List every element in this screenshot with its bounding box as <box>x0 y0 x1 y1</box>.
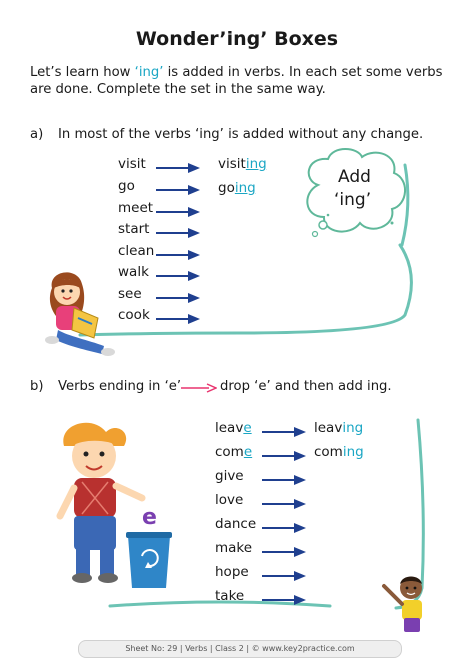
section-a-label: a) <box>30 127 44 142</box>
arrow-icon <box>262 546 306 558</box>
page-title: Wonder’ing’ Boxes <box>135 28 339 50</box>
section-b-label: b) <box>30 379 44 394</box>
verb-b-3: give <box>215 468 244 484</box>
answer-a-1: visiting <box>218 156 267 172</box>
arrow-icon <box>262 522 306 534</box>
footer-bar: Sheet No: 29 | Verbs | Class 2 | © www.key2practice.com <box>78 640 402 658</box>
intro-before: Let’s learn how <box>30 65 135 80</box>
cloud-text-line2: ‘ing’ <box>334 190 372 210</box>
section-a-text: In most of the verbs ‘ing’ is added without any change. <box>58 127 424 142</box>
arrow-icon <box>156 249 200 261</box>
intro-highlight: ‘ing’ <box>134 65 164 80</box>
verb-b-8: take <box>215 588 245 604</box>
boy-recycling-illustration <box>44 416 184 591</box>
boy-waving-illustration <box>376 572 436 634</box>
arrow-icon <box>262 426 306 438</box>
verb-a-3: meet <box>118 200 154 216</box>
arrow-icon <box>262 474 306 486</box>
arrow-icon <box>156 313 200 325</box>
verb-b-6: make <box>215 540 253 556</box>
answer-b-2: coming <box>314 444 364 460</box>
verb-a-8: cook <box>118 307 150 323</box>
verb-a-4: start <box>118 221 150 237</box>
verb-a-2: go <box>118 178 135 194</box>
verb-b-1: leave <box>215 420 252 436</box>
verb-a-5: clean <box>118 243 155 259</box>
verb-b-5: dance <box>215 516 257 532</box>
section-b-text-after: drop ‘e’ and then add ing. <box>220 379 392 394</box>
intro-after: is added in verbs. In each set some verbs are done. Complete the set in the same way. <box>30 65 443 97</box>
verb-a-6: walk <box>118 264 149 280</box>
arrow-icon <box>262 498 306 510</box>
verb-a-7: see <box>118 286 142 302</box>
verb-b-4: love <box>215 492 244 508</box>
arrow-icon <box>156 227 200 239</box>
intro-text <box>30 64 450 98</box>
arrow-icon <box>156 162 200 174</box>
arrow-icon <box>262 594 306 606</box>
verb-b-2: come <box>215 444 253 460</box>
verb-a-1: visit <box>118 156 146 172</box>
verb-b-7: hope <box>215 564 249 580</box>
section-b-text-before: Verbs ending in ‘e’ <box>58 379 182 394</box>
cloud-text-line1: Add <box>338 167 371 187</box>
arrow-icon <box>262 450 306 462</box>
arrow-icon <box>156 206 200 218</box>
arrow-icon <box>156 270 200 282</box>
arrow-icon <box>156 184 200 196</box>
arrow-icon <box>262 570 306 582</box>
svg-text:e: e <box>142 505 157 530</box>
answer-a-2: going <box>218 180 256 196</box>
answer-b-1: leaving <box>314 420 364 436</box>
arrow-icon <box>156 292 200 304</box>
girl-reading-illustration <box>38 266 118 364</box>
pink-arrow-icon <box>181 381 217 395</box>
